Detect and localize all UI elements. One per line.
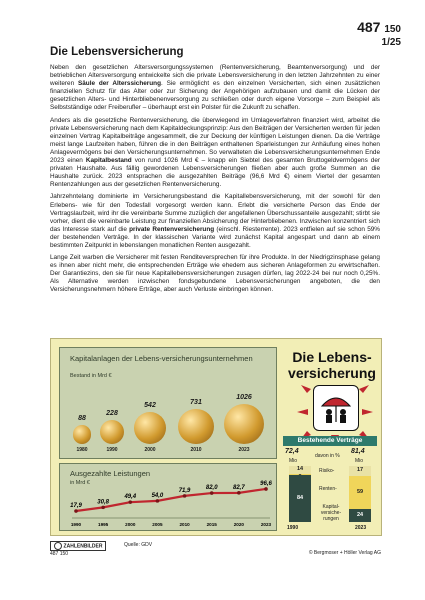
capital-year-label: 2000 — [144, 447, 156, 453]
davon-label: davon in % — [315, 453, 340, 459]
capital-value-label: 88 — [78, 415, 86, 423]
payouts-point — [74, 509, 78, 513]
payouts-chart-title: Ausgezahlte Leistungen — [70, 469, 151, 478]
contracts-title: Bestehende Verträge — [283, 436, 377, 446]
footer-id: 487 150 — [50, 551, 69, 557]
capital-chart-title: Kapitalanlagen der Lebens-versicherungsunternehmen — [70, 354, 253, 363]
capital-year-label: 2010 — [190, 447, 202, 453]
zahlenbilder-logo — [50, 541, 106, 551]
contract-segment: 59 — [349, 476, 371, 509]
capital-sphere — [134, 412, 166, 444]
payouts-chart — [59, 463, 277, 531]
payouts-value-label: 82,7 — [233, 484, 245, 491]
capital-year-label: 1980 — [76, 447, 88, 453]
capital-value-label: 542 — [144, 402, 156, 410]
footer-publisher: © Bergmoser + Höller Verlag AG — [308, 550, 381, 556]
payouts-line-chart — [60, 464, 276, 530]
doc-number — [357, 20, 401, 35]
total-2023: 81,4 — [351, 448, 365, 455]
logo-circle-icon — [54, 542, 62, 550]
paragraph-2: Anders als die gesetzliche Rentenversicherung, die überwiegend im Umlageverfahren finanziert wird, arbeitet die private Lebensversicherung nach dem Kapitaldeckungsprinzip: Aus den Beiträgen der Versicherten werden für jeden einzelnen Vertrag Kapitalbeiträge angesammelt, die zur Deckung der künftigen Leistungen dienen. Da die Verträge meist lange Laufzeiten haben, führen die in den Beiträgen enthaltenen Sparleistungen zur Anhäufung eines hohen Anlagevermögens bei den Versicherungsunternehmen. So verwalteten die Lebensversicherungsunternehmen Ende 2023 einen Kapitalbestand von rund 1026 Mrd € – knapp ein Siebtel des gesamten Bruttogeldvermögens der privaten Haushalte. Aus fällig gewordenen Lebensversicherungen fließen aber auch große Summen an die Haushalte zurück. 2023 entsprachen die ausgezahlten Beiträge (96,6 Mrd €) einem Viertel der gesamten Rentenzahlungen aus der gesetzlichen Rentenversicherung. — [50, 116, 381, 189]
page-number: 1/25 — [381, 37, 401, 48]
contract-segment: 17 — [349, 466, 371, 476]
label-renten: Renten- — [319, 486, 337, 492]
paragraph-4: Lange Zeit warben die Versicherer mit festen Renditeversprechen für ihre Produkte. In der Niedrigzinsphase gelang es ihnen aber nicht mehr, die entsprechenden Erträge wie ehedem aus sicheren Anlageformen zu erwirtschaften. Der Garantiezins, den sie für neue Kapitallebensversicherungen zusagen dürfen, lag 2022-24 bei nur noch 0,25%. Als Alternative werden inzwischen fondsgebundene Lebensversicherungen angeboten, die den Versicherungsnehmern höhere Erträge, aber auch Verluste einbringen können. — [50, 254, 380, 294]
payouts-value-label: 71,9 — [178, 487, 191, 494]
payouts-point — [183, 494, 187, 498]
logo-text: ZAHLENBILDER — [63, 543, 103, 550]
payouts-value-label: 82,0 — [205, 485, 218, 492]
payouts-point — [264, 487, 268, 491]
year-2023: 2023 — [355, 525, 367, 531]
payouts-value-label: 17,9 — [70, 502, 82, 509]
doc-number-main: 487 — [357, 19, 381, 35]
capital-value-label: 1026 — [236, 394, 252, 401]
capital-chart-subtitle: Bestand in Mrd € — [70, 373, 112, 379]
contract-segment: 24 — [349, 509, 371, 522]
payouts-year-label: 2023 — [260, 522, 272, 527]
paragraph-3: Jahrzehntelang dominierte im Versicherungsbestand die Kapitallebensversicherung, mit der sowohl für den Erlebens- wie für den Todesfall vorgesorgt werden kann. Erlebt die versicherte Person das Ende der Vertragslaufzeit, wird ihr die vereinbarte Summe zuzüglich der angefallenen Überschussanteile ausgezahlt; stirbt sie vorher, dient die vereinbarte Leistung zur finanziellen Absicherung der Hinterbliebenen. Inzwischen konzentriert sich das Interesse stark auf die private Rentenversicherung (einschl. Riesterrente). 2023 entfielen auf sie schon 59% der bestehenden Verträge. In der klassischen Variante wird zunächst Kapital angespart und dann ab einem bestimmten Zeitpunkt in lebenslangen monatlichen Renten ausgezahlt. — [50, 193, 380, 249]
capital-sphere — [100, 420, 124, 444]
payouts-year-label: 2000 — [125, 522, 136, 527]
contract-segment: 84 — [289, 475, 311, 522]
footer-source: Quelle: GDV — [124, 542, 153, 548]
page-title: Die Lebensversicherung — [50, 46, 184, 58]
payouts-chart-subtitle: in Mrd € — [70, 480, 90, 486]
total-1990: 72,4 — [285, 448, 299, 455]
payouts-value-label: 30,8 — [97, 499, 109, 506]
contract-segment: 14 — [289, 466, 311, 474]
payouts-year-label: 2010 — [179, 522, 190, 527]
capital-sphere — [178, 409, 213, 444]
paragraph-1: Neben den gesetzlichen Altersversorgungssystemen (Rentenversicherung, Beamtenversorgung) und der betrieblichen Altersversorgung entwickelte sich die private Lebensversicherung in den letzten Jahrzehnten zu einer weiteren Säule der Alterssicherung. Sie ermöglicht es den einzelnen Versicherten, sich einen zusätzlichen finanziellen Schutz für das Alter oder zur Sicherung der Angehörigen aufzubauen und damit die Lücken der gesetzlichen Alters- und Hinterbliebenenversorgung zu schließen oder durch eigene Vorsorge – zum Beispiel als Selbstständige oder Freiberufler – überhaupt erst ein Polster für die Zukunft zu schaffen. — [50, 64, 380, 112]
capital-year-label: 1990 — [106, 447, 118, 453]
year-1990: 1990 — [287, 525, 299, 531]
contracts-chart — [283, 436, 377, 532]
unit-1990: Mio — [289, 458, 298, 464]
capital-sphere — [73, 425, 92, 444]
document-header — [357, 20, 401, 48]
umbrella-family-icon — [313, 385, 359, 431]
capital-value-label: 228 — [106, 409, 118, 417]
payouts-value-label: 54,0 — [151, 492, 164, 499]
capital-value-label: 731 — [190, 398, 202, 406]
body-text — [50, 64, 380, 299]
payouts-point — [237, 491, 241, 495]
payouts-point — [210, 491, 214, 495]
label-kapital: Kapital-versiche-rungen — [320, 504, 342, 522]
payouts-year-label: 2015 — [206, 522, 217, 527]
capital-year-label: 2023 — [238, 447, 250, 453]
payouts-value-label: 96,6 — [260, 480, 272, 487]
payouts-point — [156, 499, 160, 503]
payouts-year-label: 1990 — [70, 522, 82, 527]
payouts-year-label: 2005 — [152, 522, 163, 527]
infographic-title: Die Lebens-versicherung — [288, 349, 376, 381]
capital-chart — [59, 347, 277, 459]
payouts-year-label: 2020 — [233, 522, 244, 527]
infographic-panel — [50, 338, 382, 536]
payouts-value-label: 49,4 — [124, 494, 137, 501]
doc-number-suffix: 150 — [384, 24, 401, 35]
payouts-point — [128, 500, 132, 504]
capital-sphere — [224, 404, 264, 444]
unit-2023: Mio — [355, 458, 364, 464]
payouts-point — [101, 506, 105, 510]
payouts-year-label: 1995 — [98, 522, 109, 527]
label-risiko: Risiko- — [319, 468, 335, 474]
